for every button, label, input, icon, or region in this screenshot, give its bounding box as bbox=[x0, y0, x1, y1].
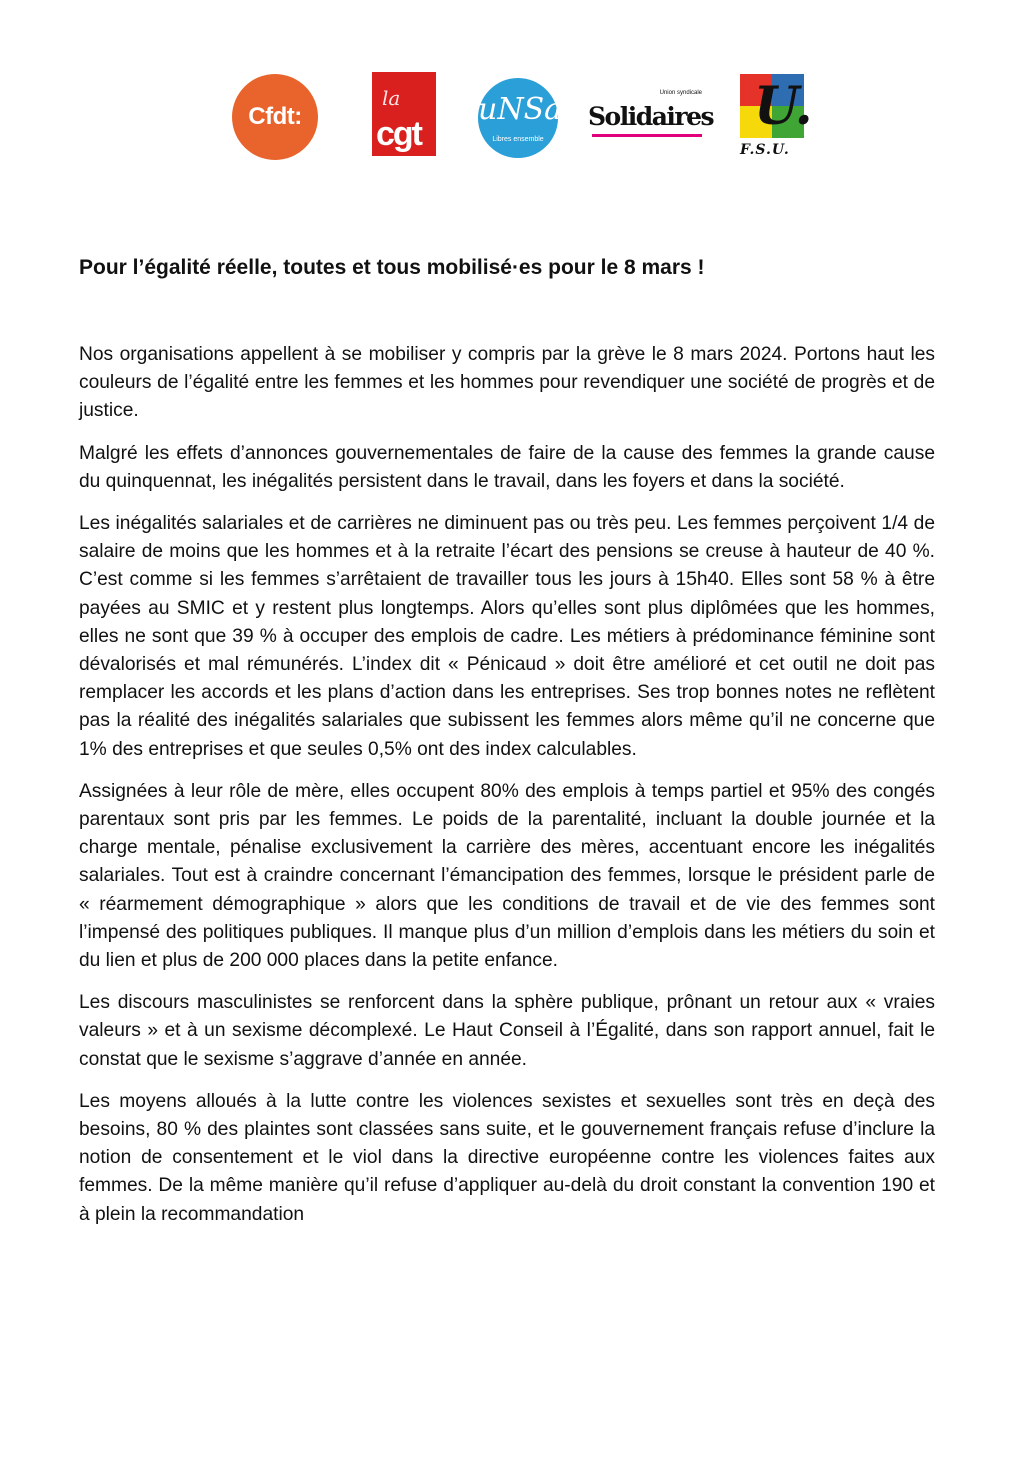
paragraph: Les moyens alloués à la lutte contre les violences sexistes et sexuelles sont très en deçà des besoins, 80 % des plaintes sont classées sans suite, et le gouvernement français refuse d’inclure la notion de consentement et le viol dans la directive européenne contre les violences faites aux femmes. De la même manière qu’il refuse d’appliquer au-delà du droit constant la convention 190 et à plein la recommandation bbox=[79, 1090, 935, 1225]
paragraph: Malgré les effets d’annonces gouvernementales de faire de la cause des femmes la grande cause du quinquennat, les inégalités persistent dans le travail, dans les foyers et dans la société. bbox=[79, 442, 935, 492]
unsa-logo bbox=[478, 78, 563, 158]
paragraph: Les inégalités salariales et de carrières ne diminuent pas ou très peu. Les femmes perçoivent 1/4 de salaire de moins que les hommes et à la retraite l’écart des pensions se creuse à hauteur de 40 %. C’est comme si les femmes s’arrêtaient de travailler tous les jours à 15h40. Elles sont 58 % à être payées au SMIC et y restent plus longtemps. Alors qu’elles sont plus diplômées que les hommes, elles ne sont que 39 % à occuper des emplois de cadre. Les métiers à prédominance féminine sont dévalorisés et mal rémunérés. L’index dit « Pénicaud » doit être amélioré et cet outil ne doit pas remplacer les accords et les plans d’action dans les entreprises. Ses trop bonnes notes ne reflètent pas la réalité des inégalités salariales que subissent les femmes alors même qu’il ne concerne que 1% des entreprises et que seules 0,5% ont des index calculables. bbox=[79, 513, 935, 760]
cgt-logo bbox=[372, 72, 436, 156]
solidaires-logo-text: Solidaires bbox=[588, 102, 714, 131]
cfdt-logo bbox=[232, 74, 318, 160]
cfdt-logo-text: Cfdt: bbox=[248, 103, 302, 130]
unsa-logo-subtitle: Libres ensemble bbox=[492, 136, 544, 143]
solidaires-logo-union: Union syndicale bbox=[659, 90, 702, 96]
fsu-logo bbox=[736, 70, 816, 160]
fsu-logo-square bbox=[740, 74, 813, 138]
document-title: Pour l’égalité réelle, toutes et tous mobilisé·es pour le 8 mars ! bbox=[79, 256, 705, 279]
union-logos bbox=[0, 66, 1014, 166]
unsa-logo-text: uNSa bbox=[478, 92, 563, 127]
cgt-logo-text: cgt bbox=[376, 115, 421, 153]
fsu-logo-letter: U. bbox=[754, 76, 813, 137]
paragraph: Les discours masculinistes se renforcent dans la sphère publique, prônant un retour aux « vraies valeurs » et à un sexisme décomplexé. Le Haut Conseil à l’Égalité, dans son rapport annuel, fait le constat que le sexisme s’aggrave d’année en année. bbox=[79, 992, 935, 1070]
paragraph: Assignées à leur rôle de mère, elles occupent 80% des emplois à temps partiel et 95% des congés parentaux sont pris par les femmes. Le poids de la parentalité, incluant la double journée et la charge mentale, pénalise exclusivement la carrière des mères, accentuant encore les inégalités salariales. Tout est à craindre concernant l’émancipation des femmes, lorsque le président parle de « réarmement démographique » alors que les conditions de travail et de vie des femmes sont l’impensé des politiques publiques. Il manque plus d’un million d’emplois dans les métiers du soin et du lien et plus de 200 000 places dans la petite enfance. bbox=[79, 780, 935, 972]
fsu-logo-text: F.S.U. bbox=[740, 142, 790, 158]
paragraph: Nos organisations appellent à se mobiliser y compris par la grève le 8 mars 2024. Portons haut les couleurs de l’égalité entre les femmes et les hommes pour revendiquer une société de progrès et de justice. bbox=[79, 344, 935, 422]
solidaires-logo-bar bbox=[592, 134, 702, 137]
cgt-logo-small: la bbox=[382, 86, 401, 110]
solidaires-logo bbox=[588, 88, 712, 142]
document-body bbox=[79, 341, 935, 1243]
